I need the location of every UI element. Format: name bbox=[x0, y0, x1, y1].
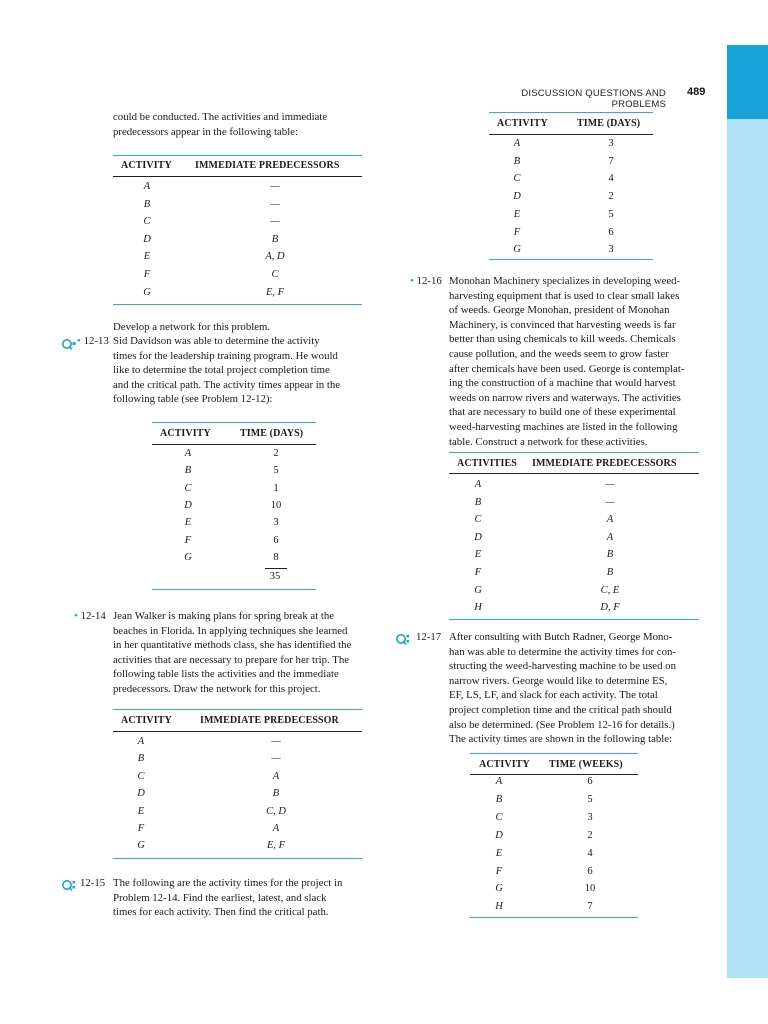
problem-12-16-text: Monohan Machinery specializes in developing weed- harvesting equipment that is used to clear small lakes of weeds. George Monohan, president of Monohan Machinery, is convinced that harvesting weeds is far better than using chemicals to kill weeds. Chemicals cause pollution, and the weeds seem to grow faster after chemicals have been used. George is contemplat- ing the construction of a machine that would harvest weeds on narrow rivers and waterways. The activities that are necessary to build one of these experimental weed-harvesting machines are listed in the following table. Construct a network for these activities. bbox=[449, 275, 685, 448]
table-header-predecessors: IMMEDIATE PREDECESSORS bbox=[532, 458, 677, 469]
table-cell-predecessor: B bbox=[272, 788, 280, 800]
running-header: DISCUSSION QUESTIONS AND PROBLEMS bbox=[521, 88, 666, 110]
table-cell-time: 10 bbox=[584, 883, 596, 895]
table-cell-time: 6 bbox=[608, 226, 614, 238]
table-cell-predecessor: D, F bbox=[600, 602, 620, 614]
table-cell-activity: F bbox=[184, 534, 192, 546]
table-top-rule bbox=[470, 753, 638, 754]
side-tab-dark bbox=[727, 45, 768, 119]
table-header-predecessor: IMMEDIATE PREDECESSOR bbox=[200, 715, 339, 726]
table-cell-time: 8 bbox=[273, 551, 279, 563]
table-bottom-rule bbox=[470, 917, 638, 918]
table-times-12-15 bbox=[489, 112, 653, 260]
table-cell-activity: D bbox=[474, 531, 482, 543]
q-excel-icon bbox=[396, 634, 410, 646]
table-cell-predecessor: E, F bbox=[265, 286, 285, 298]
table-cell-time: 6 bbox=[587, 865, 593, 877]
table-cell-predecessor: B bbox=[606, 567, 614, 578]
table-cell-activity: D bbox=[137, 788, 145, 800]
table-bottom-rule bbox=[489, 259, 653, 260]
table-cell-time: 2 bbox=[608, 191, 614, 203]
table-header-time: TIME (DAYS) bbox=[240, 428, 304, 439]
table-cell-predecessor: B bbox=[606, 549, 614, 561]
develop-network-line: Develop a network for this problem. bbox=[113, 321, 271, 333]
table-cell-time: 3 bbox=[587, 811, 593, 823]
table-cell-time: 5 bbox=[273, 465, 279, 477]
table-cell-activity: G bbox=[184, 551, 192, 563]
table-bottom-rule bbox=[113, 304, 362, 305]
page-number: 489 bbox=[687, 86, 706, 98]
table-top-rule bbox=[113, 155, 362, 156]
problem-12-13-text: Sid Davidson was able to determine the activity times for the leadership training program. He would like to determine the total project completion time and the critical path. The activity times appear in the following table (see Problem 12-12): bbox=[113, 335, 341, 406]
table-header-rule bbox=[470, 774, 638, 775]
table-cell-time: 1 bbox=[273, 482, 279, 494]
table-cell-activity: D bbox=[143, 233, 151, 245]
table-cell-activity: G bbox=[137, 840, 145, 852]
table-cell-predecessor: — bbox=[270, 181, 280, 192]
problem-number-12-17: 12-17 bbox=[416, 631, 442, 643]
table-cell-activity: F bbox=[513, 226, 521, 238]
table-cell-predecessor: C bbox=[271, 269, 279, 280]
table-cell-activity: H bbox=[474, 602, 482, 614]
table-cell-activity: B bbox=[474, 496, 482, 508]
table-cell-activity: G bbox=[495, 883, 503, 895]
table-cell-activity: E bbox=[474, 549, 482, 561]
table-cell-predecessor: A bbox=[272, 823, 280, 834]
table-cell-activity: D bbox=[184, 499, 192, 511]
table-cell-activity: E bbox=[137, 805, 145, 817]
problem-number-12-14: • 12-14 bbox=[74, 610, 106, 622]
table-cell-activity: B bbox=[137, 753, 145, 765]
table-cell-activity: C bbox=[495, 811, 503, 823]
table-cell-predecessor: C, E bbox=[600, 584, 620, 596]
table-header-activity: ACTIVITY bbox=[121, 160, 172, 171]
table-cell-time: 2 bbox=[587, 829, 593, 841]
table-header-activity: ACTIVITY bbox=[479, 759, 530, 770]
table-cell-activity: E bbox=[143, 251, 151, 263]
table-cell-activity: B bbox=[184, 465, 192, 477]
table-cell-activity: E bbox=[513, 208, 521, 220]
table-total: 35 bbox=[269, 571, 281, 582]
table-cell-activity: A bbox=[137, 736, 145, 747]
table-header-activity: ACTIVITY bbox=[497, 118, 548, 129]
table-header-rule bbox=[152, 444, 316, 445]
table-cell-time: 3 bbox=[273, 517, 279, 529]
table-cell-activity: B bbox=[513, 155, 521, 167]
table-top-rule bbox=[489, 112, 653, 113]
table-cell-activity: C bbox=[474, 514, 482, 526]
table-header-rule bbox=[489, 134, 653, 135]
table-cell-time: 7 bbox=[587, 901, 593, 913]
table-cell-activity: G bbox=[474, 584, 482, 596]
problem-number-12-13: • 12-13 bbox=[77, 335, 109, 347]
intro-paragraph: could be conducted. The activities and immediate predecessors appear in the following table: bbox=[113, 111, 328, 138]
table-cell-activity: C bbox=[184, 482, 192, 494]
table-cell-time: 10 bbox=[270, 499, 282, 511]
table-cell-activity: B bbox=[495, 793, 503, 805]
q-excel-icon bbox=[62, 880, 76, 892]
table-cell-activity: C bbox=[137, 770, 145, 782]
table-bottom-rule bbox=[449, 619, 699, 620]
table-cell-time: 4 bbox=[587, 847, 593, 859]
table-header-time: TIME (WEEKS) bbox=[549, 759, 623, 770]
table-bottom-rule bbox=[152, 589, 316, 590]
table-bottom-rule bbox=[113, 858, 362, 859]
table-cell-predecessor: — bbox=[270, 198, 280, 210]
table-cell-activity: A bbox=[184, 448, 192, 459]
table-predecessors-12-14 bbox=[113, 709, 362, 861]
problem-12-14-text: Jean Walker is making plans for spring break at the beaches in Florida. In applying techniques she learned in her quantitative methods class, she has identified the activities that are necessary to prepare for her trip. The following table lists the activities and the immediate predecessors. Draw the network for this project. bbox=[113, 610, 352, 695]
table-cell-predecessor: — bbox=[271, 736, 281, 747]
problem-number-12-16: • 12-16 bbox=[410, 275, 442, 287]
table-cell-activity: C bbox=[143, 216, 151, 228]
table-cell-predecessor: — bbox=[605, 479, 615, 490]
table-cell-time: 3 bbox=[608, 138, 614, 149]
problem-12-17-text: After consulting with Butch Radner, George Mono- han was able to determine the activity times for con- structing the weed-harvesting machine to be used on narrow rivers. George would like to determine ES, EF, LS, LF, and slack for each activity. The total project completion time and the critical path should also be determined. (See Problem 12-16 for details.) The activity times are shown in the following table: bbox=[449, 631, 676, 746]
table-cell-activity: B bbox=[143, 198, 151, 210]
table-cell-activity: A bbox=[143, 181, 151, 192]
table-cell-predecessor: A, D bbox=[265, 251, 285, 263]
table-header-predecessors: IMMEDIATE PREDECESSORS bbox=[195, 160, 340, 171]
problem-number-12-15: 12-15 bbox=[80, 877, 106, 889]
table-cell-activity: F bbox=[137, 823, 145, 834]
table-header-rule bbox=[113, 731, 362, 732]
table-cell-predecessor: — bbox=[605, 496, 615, 508]
side-tab-light bbox=[727, 119, 768, 978]
table-cell-time: 3 bbox=[608, 244, 614, 256]
table-cell-activity: F bbox=[474, 567, 482, 578]
table-cell-time: 7 bbox=[608, 155, 614, 167]
table-cell-predecessor: — bbox=[270, 216, 280, 228]
table-cell-time: 4 bbox=[608, 173, 614, 185]
table-cell-activity: F bbox=[495, 865, 503, 877]
table-header-activity: ACTIVITY bbox=[160, 428, 211, 439]
table-cell-activity: D bbox=[495, 829, 503, 841]
table-top-rule bbox=[152, 422, 316, 423]
table-predecessors-12-16 bbox=[449, 452, 699, 620]
table-cell-predecessor: B bbox=[271, 233, 279, 245]
problem-12-15-text: The following are the activity times for the project in Problem 12-14. Find the earliest, latest, and slack times for each activity. Then find the critical path. bbox=[113, 877, 343, 919]
table-cell-time: 5 bbox=[587, 793, 593, 805]
table-header-activity: ACTIVITY bbox=[121, 715, 172, 726]
q-excel-icon bbox=[62, 339, 76, 351]
table-cell-activity: A bbox=[495, 776, 503, 787]
table-cell-predecessor: A bbox=[272, 770, 280, 782]
table-header-time: TIME (DAYS) bbox=[577, 118, 641, 129]
table-cell-time: 6 bbox=[587, 776, 593, 787]
table-cell-activity: A bbox=[513, 138, 521, 149]
table-cell-activity: G bbox=[143, 286, 151, 298]
sum-rule bbox=[265, 568, 287, 569]
table-cell-activity: E bbox=[495, 847, 503, 859]
table-predecessors-12-12 bbox=[113, 155, 362, 307]
table-cell-predecessor: C, D bbox=[266, 805, 286, 817]
table-times-12-13 bbox=[152, 422, 316, 592]
table-cell-time: 2 bbox=[273, 448, 279, 459]
table-cell-activity: G bbox=[513, 244, 521, 256]
table-cell-predecessor: A bbox=[606, 531, 614, 543]
table-header-activities: ACTIVITIES bbox=[457, 458, 517, 469]
table-cell-activity: H bbox=[495, 901, 503, 913]
table-cell-predecessor: A bbox=[606, 514, 614, 526]
table-cell-predecessor: — bbox=[271, 753, 281, 765]
table-cell-activity: A bbox=[474, 479, 482, 490]
table-header-rule bbox=[449, 473, 699, 474]
table-cell-predecessor: E, F bbox=[266, 840, 286, 852]
table-cell-time: 5 bbox=[608, 208, 614, 220]
table-cell-activity: D bbox=[513, 191, 521, 203]
table-cell-activity: F bbox=[143, 269, 151, 280]
table-cell-activity: C bbox=[513, 173, 521, 185]
table-top-rule bbox=[449, 452, 699, 453]
table-cell-time: 6 bbox=[273, 534, 279, 546]
table-cell-activity: E bbox=[184, 517, 192, 529]
table-header-rule bbox=[113, 176, 362, 177]
table-top-rule bbox=[113, 709, 362, 710]
